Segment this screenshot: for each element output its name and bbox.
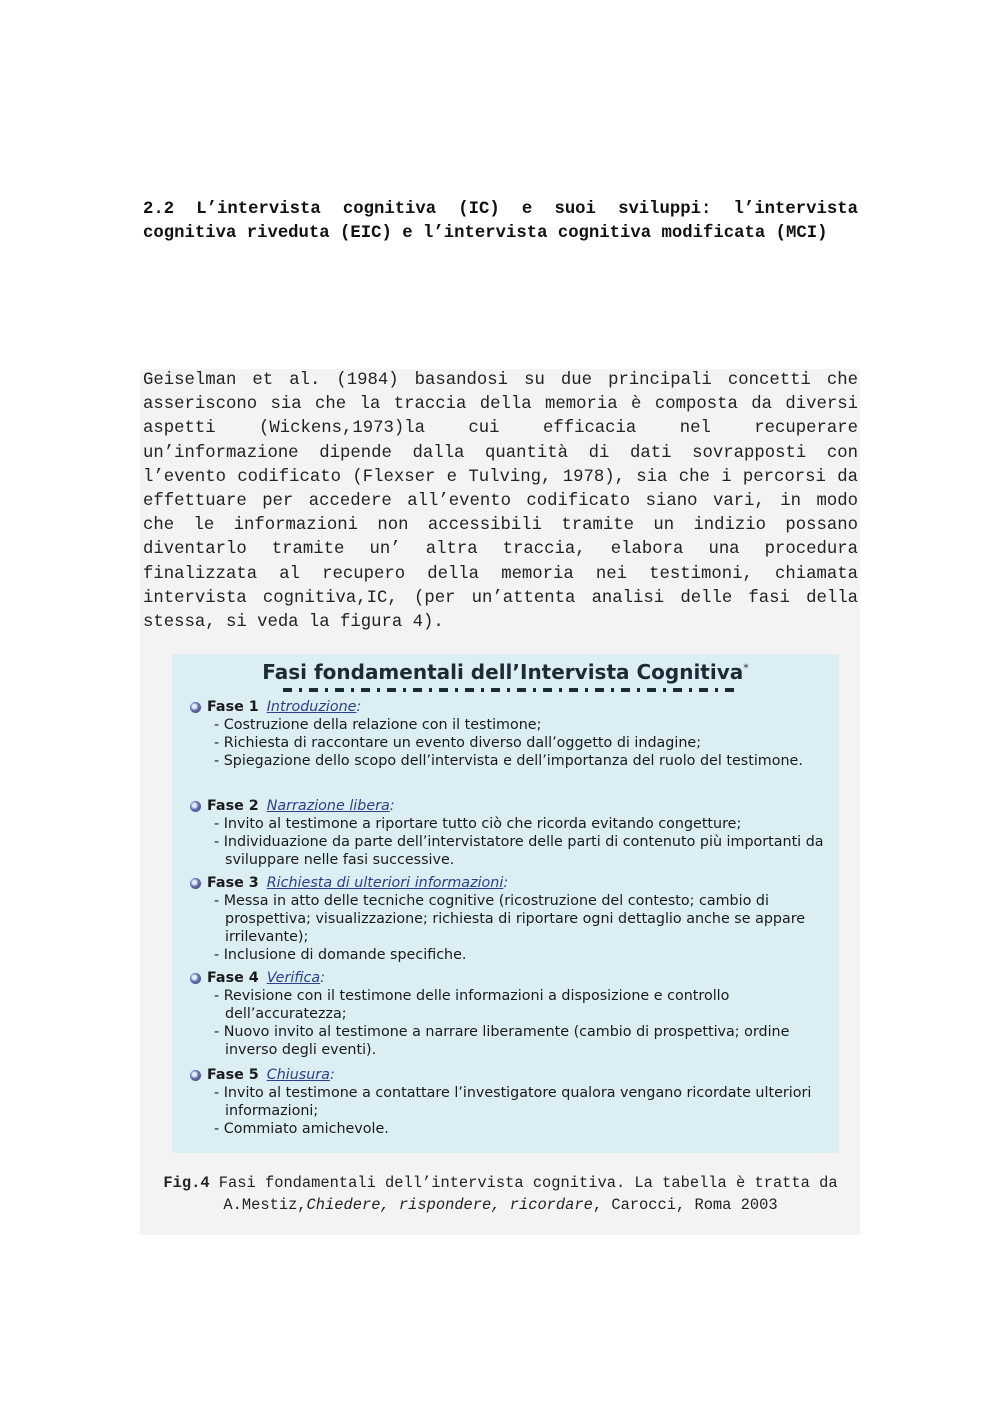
phase-item: - Spiegazione dello scopo dell’intervista e dell’importanza del ruolo del testimone. bbox=[214, 752, 830, 770]
bullet-icon bbox=[190, 973, 201, 984]
phase-number: Fase 3 bbox=[207, 875, 259, 891]
bullet-icon bbox=[190, 702, 201, 713]
phase-number: Fase 4 bbox=[207, 970, 259, 986]
phase-name: Richiesta di ulteriori informazioni bbox=[266, 875, 504, 891]
phase-item: - Messa in atto delle tecniche cognitive (ricostruzione del contesto; cambio di prospettiva; visualizzazione; richiesta di riportare ogni dettaglio anche se appare irrilevante); bbox=[214, 892, 830, 946]
phase-4: Fase 4 Verifica : - Revisione con il testimone delle informazioni a disposizione e controllo dell’accuratezza; - Nuovo invito al testimone a narrare liberamente (cambio di prospettiva; ordine inverso degli eventi). bbox=[190, 969, 830, 1059]
figure-title-mark: * bbox=[743, 661, 749, 675]
phase-number: Fase 5 bbox=[207, 1067, 259, 1083]
phase-item: - Inclusione di domande specifiche. bbox=[214, 946, 830, 964]
phase-5: Fase 5 Chiusura : - Invito al testimone a contattare l’investigatore qualora vengano ricordate ulteriori informazioni; - Commiato amichevole. bbox=[190, 1066, 830, 1138]
caption-text-end: , Carocci, Roma 2003 bbox=[592, 1196, 778, 1214]
figure-caption bbox=[143, 1172, 858, 1216]
caption-text: Fasi fondamentali dell’intervista cognitiva. La tabella è tratta da A.Mestiz, bbox=[209, 1174, 838, 1214]
phase-name: Chiusura bbox=[266, 1067, 330, 1083]
phase-name: Introduzione bbox=[266, 699, 357, 715]
phase-item: - Invito al testimone a riportare tutto ciò che ricorda evitando congetture; bbox=[214, 815, 830, 833]
phase-item: - Individuazione da parte dell’intervistatore delle parti di contenuto più importanti da sviluppare nelle fasi successive. bbox=[214, 833, 830, 869]
figure-title bbox=[172, 660, 839, 684]
phase-name: Verifica bbox=[266, 970, 321, 986]
phase-item: - Invito al testimone a contattare l’investigatore qualora vengano ricordate ulteriori informazioni; bbox=[214, 1084, 830, 1120]
bullet-icon bbox=[190, 801, 201, 812]
figure-4 bbox=[172, 654, 839, 1153]
caption-label: Fig.4 bbox=[163, 1174, 210, 1192]
phase-2: Fase 2 Narrazione libera : - Invito al testimone a riportare tutto ciò che ricorda evitando congetture; - Individuazione da parte dell’intervistatore delle parti di contenuto più importanti da sviluppare nelle fasi successive. bbox=[190, 797, 830, 869]
body-section bbox=[140, 369, 860, 1235]
phase-item: - Nuovo invito al testimone a narrare liberamente (cambio di prospettiva; ordine inverso degli eventi). bbox=[214, 1023, 830, 1059]
phase-3: Fase 3 Richiesta di ulteriori informazioni : - Messa in atto delle tecniche cognitive (ricostruzione del contesto; cambio di prospettiva; visualizzazione; richiesta di riportare ogni dettaglio anche se appare irrilevante); - Inclusione di domande specifiche. bbox=[190, 874, 830, 964]
figure-title-text: Fasi fondamentali dell’Intervista Cognitiva bbox=[262, 660, 744, 684]
figure-divider bbox=[283, 688, 735, 692]
caption-book-title: Chiedere, rispondere, ricordare bbox=[306, 1196, 593, 1214]
bullet-icon bbox=[190, 1070, 201, 1081]
phase-number: Fase 2 bbox=[207, 798, 259, 814]
bullet-icon bbox=[190, 878, 201, 889]
phase-item: - Revisione con il testimone delle informazioni a disposizione e controllo dell’accuratezza; bbox=[214, 987, 830, 1023]
phase-item: - Richiesta di raccontare un evento diverso dall’oggetto di indagine; bbox=[214, 734, 830, 752]
phase-1: Fase 1 Introduzione : - Costruzione della relazione con il testimone; - Richiesta di raccontare un evento diverso dall’oggetto di indagine; - Spiegazione dello scopo dell’intervista e dell’importanza del ruolo del testimone. bbox=[190, 698, 830, 770]
body-paragraph: Geiselman et al. (1984) basandosi su due principali concetti che asseriscono sia che la traccia della memoria è composta da diversi aspetti (Wickens,1973)la cui efficacia nel recuperare un’informazione dipende dalla quantità di dati sovrapposti con l’evento codificato (Flexser e Tulving, 1978), sia che i percorsi da effettuare per accedere all’evento codificato siano vari, in modo che le informazioni non accessibili tramite un indizio possano diventarlo tramite un’ altra traccia, elabora una procedura finalizzata al recupero della memoria nei testimoni, chiamata intervista cognitiva,IC, (per un’attenta analisi delle fasi della stessa, si veda la figura 4). bbox=[143, 371, 858, 633]
phase-number: Fase 1 bbox=[207, 699, 259, 715]
phase-item: - Commiato amichevole. bbox=[214, 1120, 830, 1138]
phase-item: - Costruzione della relazione con il testimone; bbox=[214, 716, 830, 734]
section-heading: 2.2 L’intervista cognitiva (IC) e suoi sviluppi: l’intervista cognitiva riveduta (EIC) e l’intervista cognitiva modificata (MCI) bbox=[143, 200, 858, 243]
phase-name: Narrazione libera bbox=[266, 798, 390, 814]
